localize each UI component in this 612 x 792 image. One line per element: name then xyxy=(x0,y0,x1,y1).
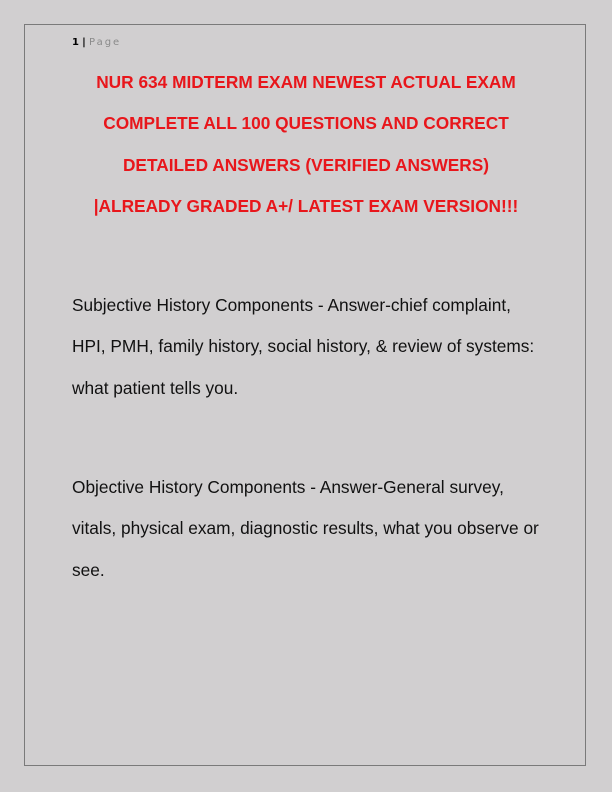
qa-item-objective-history: Objective History Components - Answer-General survey, vitals, physical exam, diagnostic results, what you observe or see. xyxy=(72,477,539,580)
page-separator: | xyxy=(82,37,86,48)
title-line: COMPLETE ALL 100 QUESTIONS AND CORRECT xyxy=(103,113,509,134)
title-line: |ALREADY GRADED A+/ LATEST EXAM VERSION!!! xyxy=(93,195,519,216)
document-title xyxy=(72,66,540,231)
qa-item-subjective-history: Subjective History Components - Answer-chief complaint, HPI, PMH, family history, social history, & review of systems: what patient tells you. xyxy=(72,295,535,398)
page-number: 1 xyxy=(72,37,79,48)
page-label: Page xyxy=(89,37,122,48)
page-header xyxy=(72,36,121,50)
title-line: DETAILED ANSWERS (VERIFIED ANSWERS) xyxy=(122,154,490,175)
title-line: NUR 634 MIDTERM EXAM NEWEST ACTUAL EXAM xyxy=(96,72,516,92)
